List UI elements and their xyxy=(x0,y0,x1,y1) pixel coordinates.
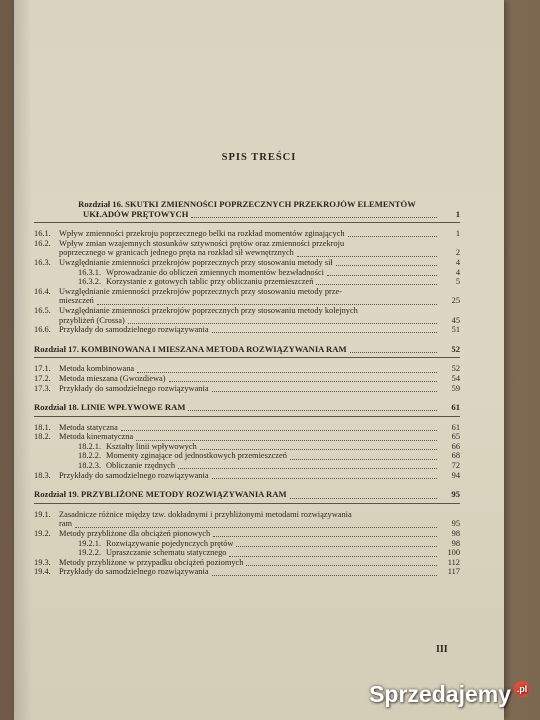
leader-dots xyxy=(169,375,437,382)
leader-dots xyxy=(297,250,437,257)
entry-page-number: 4 xyxy=(455,257,460,267)
entry-title: Metody przybliżone dla obciążeń pionowych xyxy=(59,529,211,539)
leader-dots xyxy=(188,404,437,411)
toc-entry xyxy=(34,258,460,268)
chapter-separator xyxy=(34,503,460,504)
entry-title: Uwzględnianie zmienności przekrojów poprzecznych przy stosowaniu metody kolejnych xyxy=(59,305,358,315)
toc-entry xyxy=(34,548,460,558)
entry-title: Przykłady do samodzielnego rozwiązywania xyxy=(59,383,209,393)
entry-number: 18.2. xyxy=(34,432,51,442)
chapter-block xyxy=(34,345,460,393)
leader-dots xyxy=(213,530,437,537)
entry-number: 16.3. xyxy=(34,257,51,267)
chapter-title-text: UKŁADÓW PRĘTOWYCH xyxy=(83,209,189,219)
watermark-text: Sprzedajemy xyxy=(369,681,511,707)
entry-number: 16.1. xyxy=(34,229,51,239)
leader-dots xyxy=(212,472,437,479)
watermark-badge: .pl xyxy=(514,681,530,697)
toc-entry xyxy=(34,296,460,306)
toc-entry xyxy=(34,325,460,335)
entry-page-number: 59 xyxy=(451,383,460,393)
leader-dots xyxy=(136,434,437,441)
toc-entry xyxy=(34,423,460,433)
leader-dots xyxy=(350,346,437,353)
entry-page-number: 68 xyxy=(451,451,460,461)
entry-page-number: 45 xyxy=(451,315,460,325)
entry-page-number: 61 xyxy=(451,422,460,432)
chapter-title-line xyxy=(34,490,460,500)
leader-dots xyxy=(290,453,437,460)
entry-number: 18.2.1. xyxy=(78,441,102,451)
entry-title: Przykłady do samodzielnego rozwiązywania xyxy=(59,567,209,577)
entry-number: 17.2. xyxy=(34,373,51,383)
entry-page-number: 5 xyxy=(455,277,460,287)
entry-title: Metody przybliżone w przypadku obciążeń poziomych xyxy=(59,557,244,567)
toc-entry xyxy=(34,432,460,442)
entry-title: Wprowadzanie do obliczeń zmiennych momentów bezwładności xyxy=(106,267,324,277)
toc-entry xyxy=(34,306,460,316)
entry-page-number: 112 xyxy=(447,557,460,567)
leader-dots xyxy=(212,569,437,576)
chapter-block xyxy=(34,200,460,335)
leader-dots xyxy=(191,211,437,218)
toc-entry xyxy=(34,451,460,461)
leader-dots xyxy=(178,462,437,469)
toc-entry xyxy=(34,442,460,452)
entry-number: 16.3.2. xyxy=(78,277,102,287)
entry-number: 16.5. xyxy=(34,305,51,315)
entry-title: Wpływ zmian wzajemnych stosunków sztywności prętów oraz zmienności przekroju xyxy=(59,238,345,248)
toc-entry xyxy=(34,239,460,249)
toc-entry xyxy=(34,277,460,287)
leader-dots xyxy=(348,230,437,237)
leader-dots xyxy=(200,443,437,450)
chapter-title-text: Rozdział 18. LINIE WPŁYWOWE RAM xyxy=(34,403,186,413)
entry-page-number: 65 xyxy=(451,432,460,442)
entry-title: ram xyxy=(59,519,73,529)
toc-entry xyxy=(34,461,460,471)
entry-number: 18.3. xyxy=(34,470,51,480)
toc-entry xyxy=(34,316,460,326)
entry-title: Kształty linii wpływowych xyxy=(106,441,197,451)
entry-number: 16.6. xyxy=(34,325,51,335)
entry-title: Uwzględnianie zmienności przekrojów poprzecznych przy stosowaniu metody sił xyxy=(59,257,333,267)
entry-title: Metoda kombinowana xyxy=(59,364,135,374)
entry-number: 19.4. xyxy=(34,567,51,577)
entry-title: Korzystanie z gotowych tablic przy obliczaniu przemieszczeń xyxy=(106,277,314,287)
chapter-title-line xyxy=(34,403,460,413)
chapter-title-line xyxy=(34,210,460,220)
entry-title: Wpływ zmienności przekroju poprzecznego belki na rozkład momentów zginających xyxy=(59,229,345,239)
entry-title: Zasadnicze różnice między tzw. dokładnymi i przybliżonymi metodami rozwiązywania xyxy=(59,509,352,519)
entry-page-number: 54 xyxy=(451,373,460,383)
table-of-contents xyxy=(34,200,460,577)
leader-dots xyxy=(229,550,437,557)
chapter-block xyxy=(34,403,460,480)
chapter-page-number: 95 xyxy=(451,489,460,500)
toc-entry xyxy=(34,374,460,384)
entry-title: Metoda statyczna xyxy=(59,422,118,432)
entry-page-number: 95 xyxy=(451,519,460,529)
chapter-separator xyxy=(34,222,460,223)
entry-title: przybliżeń (Crossa) xyxy=(59,315,125,325)
toc-entry xyxy=(34,567,460,577)
leader-dots xyxy=(327,269,437,276)
leader-dots xyxy=(246,559,437,566)
chapter-title-text: Rozdział 17. KOMBINOWANA I MIESZANA METODA ROZWIĄZYWANIA RAM xyxy=(34,344,347,354)
entry-number: 19.2. xyxy=(34,529,51,539)
toc-entry xyxy=(34,529,460,539)
toc-entry xyxy=(34,519,460,529)
toc-entry xyxy=(34,471,460,481)
chapter-title-line xyxy=(34,345,460,355)
leader-dots xyxy=(75,521,437,528)
entry-page-number: 94 xyxy=(451,470,460,480)
entry-page-number: 1 xyxy=(455,229,460,239)
leader-dots xyxy=(290,492,437,499)
leader-dots xyxy=(97,298,437,305)
entry-number: 19.3. xyxy=(34,557,51,567)
toc-entry xyxy=(34,364,460,374)
entry-number: 16.2. xyxy=(34,238,51,248)
entry-title: poprzecznego w granicach jednego pręta na rozkład sił wewnętrznych xyxy=(59,248,294,258)
page-gutter-shadow xyxy=(14,0,32,720)
entry-page-number: 66 xyxy=(451,441,460,451)
entry-page-number: 72 xyxy=(451,461,460,471)
entry-number: 18.2.3. xyxy=(78,461,102,471)
entry-title: Obliczanie rzędnych xyxy=(106,461,176,471)
toc-entry xyxy=(34,558,460,568)
entry-page-number: 52 xyxy=(451,364,460,374)
entry-page-number: 100 xyxy=(447,548,460,558)
leader-dots xyxy=(128,317,437,324)
leader-dots xyxy=(121,424,437,431)
entry-number: 17.1. xyxy=(34,364,51,374)
entry-number: 18.1. xyxy=(34,422,51,432)
chapter-page-number: 1 xyxy=(455,208,460,219)
chapter-separator xyxy=(34,416,460,417)
entry-title: Rozwiązywanie pojedynczych prętów xyxy=(106,538,234,548)
entry-number: 16.3.1. xyxy=(78,267,102,277)
chapter-title-line xyxy=(34,200,460,210)
watermark-logo xyxy=(369,681,530,708)
leader-dots xyxy=(212,326,437,333)
leader-dots xyxy=(212,385,437,392)
entry-title: Momenty zginające od jednostkowych przemieszczeń xyxy=(106,451,287,461)
toc-entry xyxy=(34,384,460,394)
chapter-block xyxy=(34,490,460,577)
entry-number: 17.3. xyxy=(34,383,51,393)
leader-dots xyxy=(236,540,437,547)
entry-title: Upraszczanie schematu statycznego xyxy=(106,548,227,558)
entry-number: 18.2.2. xyxy=(78,451,102,461)
entry-page-number: 25 xyxy=(451,296,460,306)
chapter-title-text: Rozdział 19. PRZYBLIŻONE METODY ROZWIĄZYWANIA RAM xyxy=(34,490,287,500)
leader-dots xyxy=(137,366,437,373)
toc-entry xyxy=(34,268,460,278)
leader-dots xyxy=(336,259,437,266)
leader-dots xyxy=(316,278,437,285)
entry-page-number: 4 xyxy=(455,267,460,277)
entry-number: 19.2.2. xyxy=(78,548,102,558)
entry-title: mieszczeń xyxy=(59,296,94,306)
entry-page-number: 117 xyxy=(447,567,460,577)
entry-title: Przykłady do samodzielnego rozwiązywania xyxy=(59,325,209,335)
entry-page-number: 98 xyxy=(451,529,460,539)
entry-page-number: 98 xyxy=(451,538,460,548)
toc-entry xyxy=(34,510,460,520)
page-number: III xyxy=(436,644,448,655)
chapter-title-text: Rozdział 16. SKUTKI ZMIENNOŚCI POPRZECZNYCH PRZEKROJÓW ELEMENTÓW xyxy=(78,200,416,209)
chapter-page-number: 52 xyxy=(451,343,460,354)
entry-title: Metoda kinematyczna xyxy=(59,432,134,442)
entry-page-number: 51 xyxy=(451,325,460,335)
toc-entry xyxy=(34,287,460,297)
entry-number: 16.4. xyxy=(34,286,51,296)
entry-title: Metoda mieszana (Gwozdiewa) xyxy=(59,373,166,383)
toc-entry xyxy=(34,539,460,549)
toc-entry xyxy=(34,248,460,258)
toc-entry xyxy=(34,229,460,239)
page-heading: SPIS TREŚCI xyxy=(221,152,297,163)
entry-title: Uwzględnianie zmienności przekrojów poprzecznych przy stosowaniu metody prze- xyxy=(59,286,343,296)
entry-title: Przykłady do samodzielnego rozwiązywania xyxy=(59,470,209,480)
entry-number: 19.2.1. xyxy=(78,538,102,548)
chapter-page-number: 61 xyxy=(451,402,460,413)
entry-page-number: 2 xyxy=(455,248,460,258)
entry-number: 19.1. xyxy=(34,509,51,519)
chapter-separator xyxy=(34,357,460,358)
book-page xyxy=(14,0,504,720)
